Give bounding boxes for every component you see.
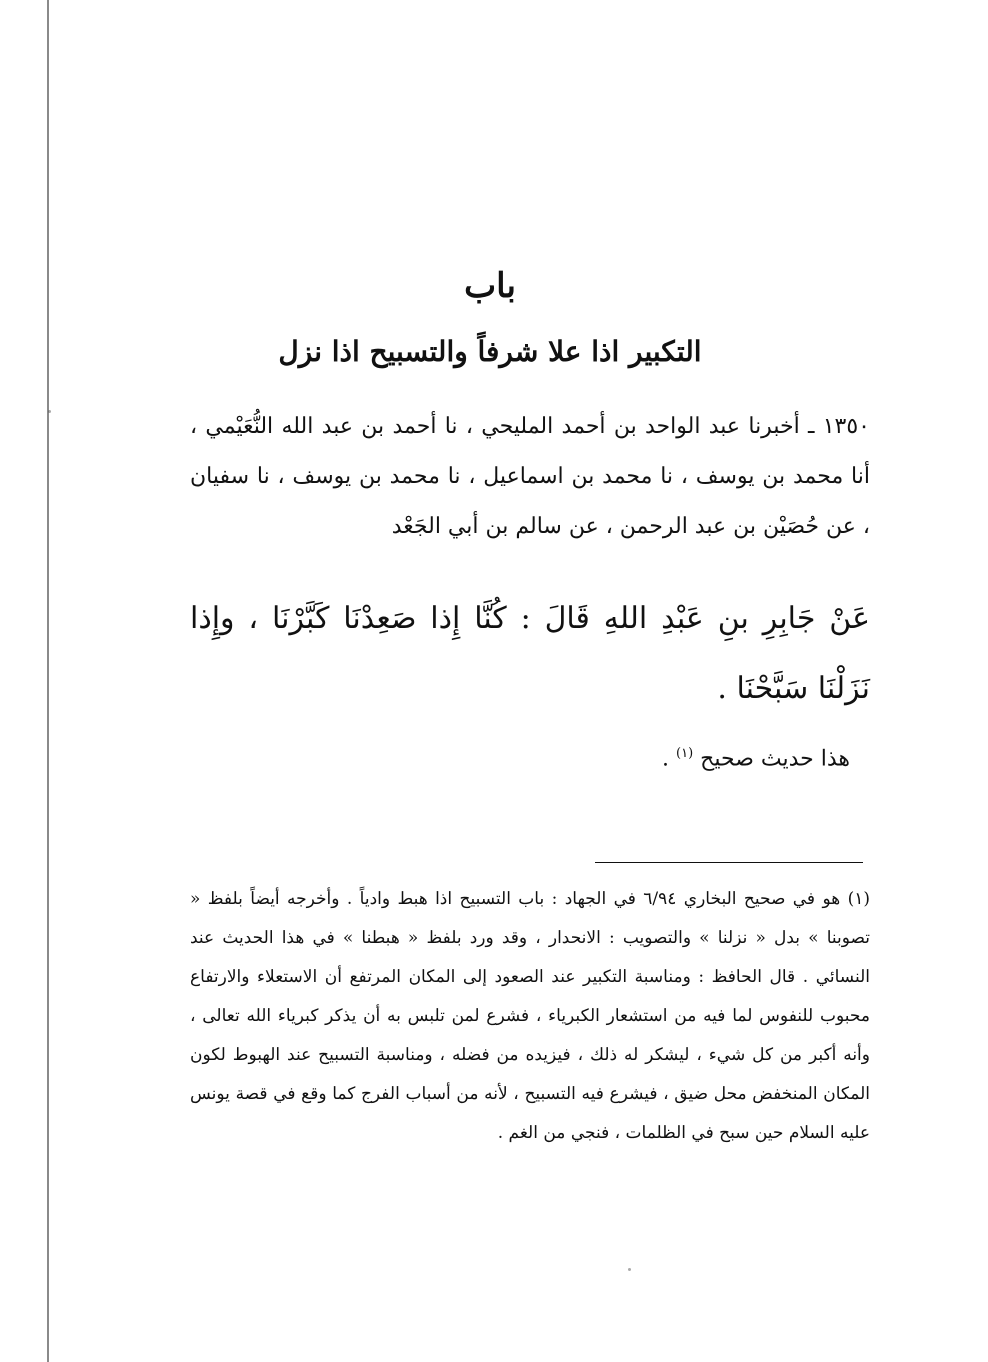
footnote: [190, 880, 870, 1153]
scan-speck: [48, 410, 51, 413]
footnote-divider: [595, 862, 863, 863]
hadith-isnad: [190, 402, 870, 552]
isnad-text: ١٣٥٠ ـ أخبرنا عبد الواحد بن أحمد المليحي ، نا أحمد بن عبد الله النُّعَيْمي ، أنا محمد بن يوسف ، نا محمد بن اسماعيل ، نا محمد بن يوسف ، نا سفيان ، عن حُصَيْن بن عبد الرحمن ، عن سالم بن أبي الجَعْد: [190, 414, 870, 539]
chapter-heading: باب: [464, 266, 516, 306]
hadith-grading: [190, 730, 870, 783]
hadith-matn: [190, 584, 870, 724]
footnote-marker: (١): [676, 746, 694, 761]
chapter-title: التكبير اذا علا شرفاً والتسبيح اذا نزل: [278, 335, 702, 368]
grading-text: هذا حديث صحيح: [700, 746, 850, 772]
footnote-text: (١) هو في صحيح البخاري ٦/٩٤ في الجهاد : باب التسبيح اذا هبط وادياً . وأخرجه أيضاً بلفظ « تصوبنا » بدل « نزلنا » والتصويب : الانحدار ، وقد ورد بلفظ « هبطنا » في هذا الحديث عند النسائي . قال الحافظ : ومناسبة التكبير عند الصعود إلى المكان المرتفع أن الاستعلاء والارتفاع محبوب للنفوس لما فيه من استشعار الكبرياء ، فشرع لمن تلبس به أن يذكر كبرياء الله تعالى ، وأنه أكبر من كل شيء ، ليشكر له ذلك ، فيزيده من فضله ، ومناسبة التسبيح عند الهبوط لكون المكان المنخفض محل ضيق ، فيشرع فيه التسبيح ، لأنه من أسباب الفرج كما وقع في قصة يونس عليه السلام حين سبح في الظلمات ، فنجي من الغم .: [190, 889, 870, 1143]
grading-end: .: [662, 746, 670, 772]
matn-text: عَنْ جَابِرِ بنِ عَبْدِ اللهِ قَالَ : كُنَّا إِذا صَعِدْنَا كَبَّرْنَا ، وإِذا نَزَلْنَا سَبَّحْنَا .: [190, 601, 870, 706]
scan-margin-line: [47, 0, 49, 1362]
book-page: [150, 0, 870, 1362]
